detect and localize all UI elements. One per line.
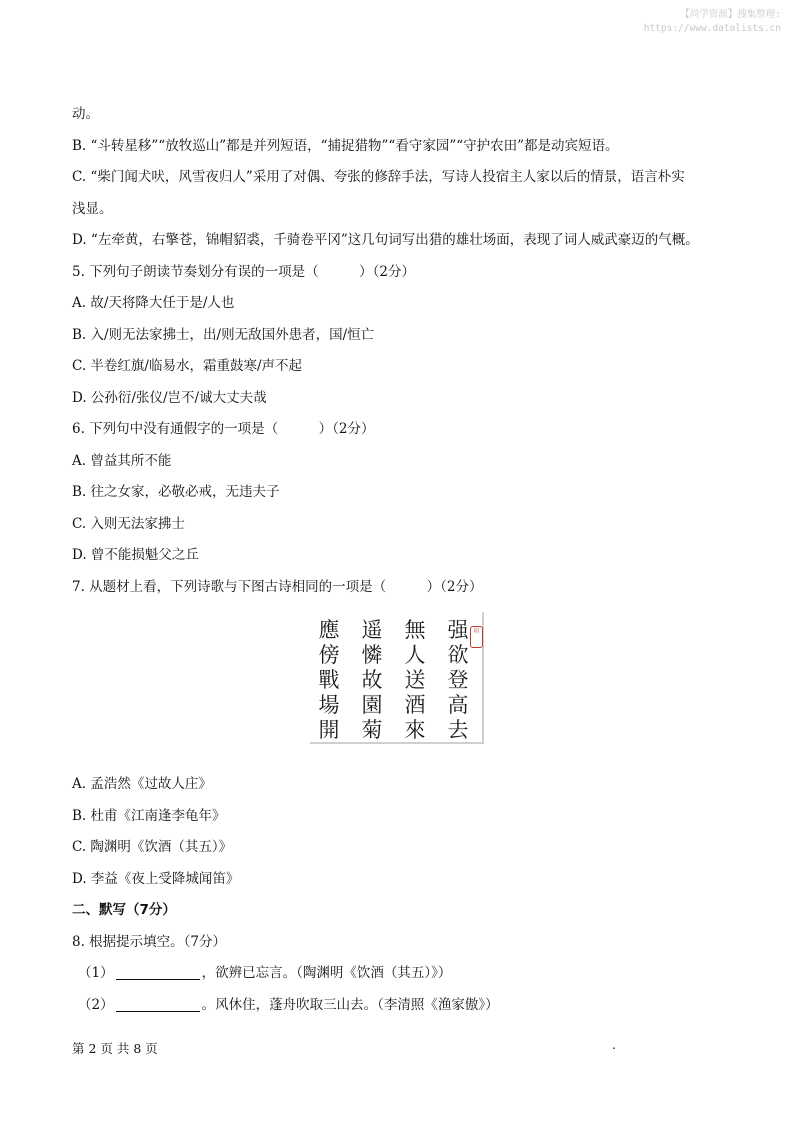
poem-calligraphy-image (310, 612, 484, 744)
option-line: D. 李益《夜上受降城闻笛》 (72, 870, 240, 887)
question-7: 7. 从题材上看，下列诗歌与下图古诗相同的一项是（ ）（2分） (72, 578, 483, 595)
poem-char: 應 (318, 618, 340, 642)
option-line: D. 曾不能损魁父之丘 (72, 547, 199, 563)
text-line: B. “斗转星移”“放牧巡山”都是并列短语，“捕捉猎物”“看守家园”“守护农田”都是动宾短语。 (72, 137, 619, 154)
poem-char: 來 (404, 718, 426, 742)
fill-number: （2） (78, 996, 114, 1013)
watermark-line2: https://www.datalists.cn (643, 23, 781, 34)
text-line: D. “左牵黄，右擎苍，锦帽貂裘，千骑卷平冈”这几句词写出猎的雄壮场面，表现了词人威武豪迈的气概。 (72, 232, 699, 248)
poem-char: 人 (404, 643, 426, 667)
poem-char: 酒 (404, 693, 426, 717)
poem-char: 强 (447, 618, 469, 642)
fill-text: ，欲辨已忘言。（陶渊明《饮酒（其五）》） (201, 965, 452, 981)
fill-blank-line-1 (72, 958, 724, 990)
poem-column (355, 618, 389, 743)
option-line: A. 曾益其所不能 (72, 452, 172, 469)
text-line: 动。 (72, 106, 99, 122)
poem-char: 傍 (318, 643, 340, 667)
option-line: B. 往之女家，必敬必戒，无违夫子 (72, 484, 280, 500)
section-title: 二、默写（7分） (72, 902, 176, 918)
poem-char: 故 (361, 668, 383, 692)
poem-char: 欲 (447, 643, 469, 667)
fill-blank-line-2 (72, 990, 724, 1022)
question-6: 6. 下列句中没有通假字的一项是（ ）（2分） (72, 421, 375, 437)
fill-number: （1） (78, 965, 114, 981)
watermark (644, 8, 781, 36)
poem-char: 高 (447, 693, 469, 717)
poem-column (312, 618, 346, 743)
question-5: 5. 下列句子朗读节奏划分有误的一项是（ ）（2分） (72, 263, 416, 280)
option-line: C. 入则无法家拂士 (72, 515, 185, 532)
question-8: 8. 根据提示填空。（7分） (72, 933, 227, 950)
answer-blank[interactable] (116, 997, 200, 1012)
poem-char: 登 (447, 668, 469, 692)
page-number: 第 2 页 共 8 页 (72, 1041, 158, 1056)
watermark-line1: 【尚学资源】搜集整理: (680, 9, 781, 20)
poem-char: 場 (318, 693, 340, 717)
poem-char: 送 (404, 668, 426, 692)
option-line: C. 陶渊明《饮酒（其五）》 (72, 839, 233, 855)
red-seal-stamp: 印 (470, 626, 483, 648)
option-line: C. 半卷红旗/临易水，霜重鼓寒/声不起 (72, 358, 303, 374)
footer-dot: . (612, 1037, 616, 1052)
text-line: C. “柴门闻犬吠，风雪夜归人”采用了对偶、夸张的修辞手法，写诗人投宿主人家以后的情景，语言朴实 (72, 169, 685, 185)
poem-char: 戰 (318, 668, 340, 692)
poem-char: 開 (318, 718, 340, 742)
answer-blank[interactable] (116, 965, 200, 980)
option-line: B. 入/则无法家拂士，出/则无敌国外患者，国/恒亡 (72, 326, 375, 343)
poem-column (398, 618, 432, 743)
page-footer (72, 1039, 724, 1057)
text-line: 浅显。 (72, 200, 113, 217)
option-line: D. 公孙衍/张仪/岂不/诚大丈夫哉 (72, 389, 267, 406)
option-line: B. 杜甫《江南逢李龟年》 (72, 807, 226, 824)
poem-char: 菊 (361, 718, 383, 742)
poem-char: 遥 (361, 618, 383, 642)
poem-char: 去 (447, 718, 469, 742)
poem-char: 無 (404, 618, 426, 642)
document-body (72, 99, 724, 1021)
option-line: A. 故/天将降大任于是/人也 (72, 295, 235, 311)
option-line: A. 孟浩然《过故人庄》 (72, 776, 212, 792)
poem-char: 園 (361, 693, 383, 717)
poem-char: 憐 (361, 643, 383, 667)
fill-text: 。风休住，蓬舟吹取三山去。（李清照《渔家傲》） (201, 996, 499, 1013)
